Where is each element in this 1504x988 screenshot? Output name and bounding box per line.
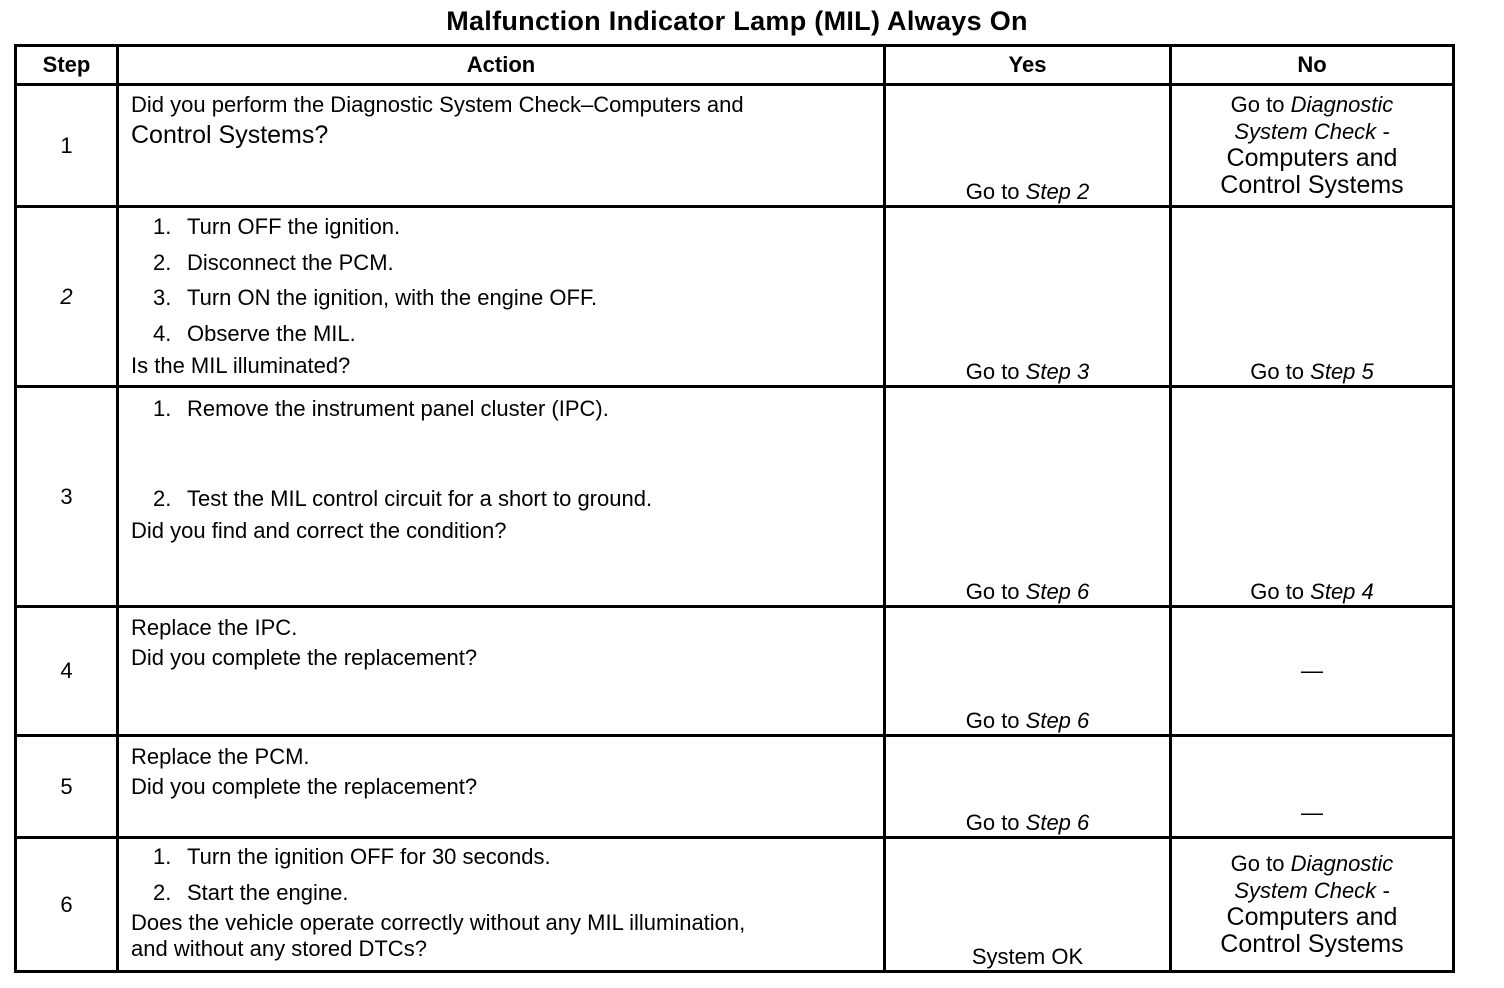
item-text: Observe the MIL.: [187, 320, 356, 346]
item-number: 1.: [153, 844, 172, 869]
list-item: [131, 280, 871, 316]
table-row: [16, 207, 1454, 387]
list-item: [131, 481, 871, 517]
yes-cell: [885, 207, 1171, 387]
header-no: No: [1171, 46, 1454, 85]
header-action: Action: [118, 46, 885, 85]
header-yes: Yes: [885, 46, 1171, 85]
no-text: Computers and: [1226, 902, 1398, 931]
item-number: 4.: [153, 320, 172, 346]
item-text: Remove the instrument panel cluster (IPC).: [187, 396, 609, 421]
question-text: Does the vehicle operate correctly without any MIL illumination,: [131, 910, 746, 935]
no-prefix: Go to: [1250, 579, 1311, 604]
item-number: 2.: [153, 249, 172, 275]
no-text: Control Systems: [1220, 170, 1404, 199]
no-cell: [1171, 736, 1454, 838]
instruction-text: Replace the IPC.: [131, 615, 298, 640]
list-item: [131, 391, 871, 427]
no-prefix: Go to: [1250, 359, 1311, 384]
no-cell: [1171, 838, 1454, 972]
no-cell: [1171, 387, 1454, 607]
system-ok-text: System OK: [971, 944, 1084, 969]
no-cell: [1171, 207, 1454, 387]
action-cell: [118, 85, 885, 207]
step-link[interactable]: Step 2: [1025, 179, 1090, 204]
yes-prefix: Go to: [965, 810, 1026, 835]
action-line: Did you perform the Diagnostic System Check–Computers and: [131, 92, 744, 117]
header-row: [16, 46, 1454, 85]
question-text: Is the MIL illuminated?: [131, 353, 351, 378]
action-cell: [118, 838, 885, 972]
item-number: 3.: [153, 285, 172, 310]
yes-cell: [885, 736, 1171, 838]
action-cell: [118, 736, 885, 838]
table-row: [16, 85, 1454, 207]
page-title: Malfunction Indicator Lamp (MIL) Always On: [446, 6, 1028, 36]
action-cell: [118, 207, 885, 387]
action-line: Control Systems?: [131, 121, 329, 149]
yes-cell: [885, 607, 1171, 736]
item-text: Test the MIL control circuit for a short to ground.: [187, 485, 653, 511]
yes-cell: [885, 387, 1171, 607]
action-text: [131, 90, 871, 120]
item-text: Turn OFF the ignition.: [187, 214, 401, 239]
table-row: [16, 387, 1454, 607]
step-link[interactable]: Step 3: [1025, 359, 1090, 384]
action-cell: [118, 387, 885, 607]
table-row: [16, 838, 1454, 972]
yes-prefix: Go to: [965, 359, 1026, 384]
item-number: 2.: [153, 485, 172, 511]
yes-prefix: Go to: [965, 708, 1026, 733]
no-cell: [1171, 85, 1454, 207]
step-number: 6: [16, 838, 118, 972]
list-item: [131, 875, 871, 911]
item-number: 1.: [153, 396, 172, 421]
header-step: Step: [16, 46, 118, 85]
step-number: 4: [16, 607, 118, 736]
yes-prefix: Go to: [965, 179, 1026, 204]
no-prefix: Go to: [1230, 850, 1291, 876]
instruction-text: Replace the PCM.: [131, 744, 310, 769]
item-text: Turn the ignition OFF for 30 seconds.: [187, 844, 551, 869]
no-cell: [1171, 607, 1454, 736]
table-row: [16, 607, 1454, 736]
step-number: 2: [16, 207, 118, 387]
diagnostic-link-cont[interactable]: System Check -: [1234, 118, 1390, 144]
step-link[interactable]: Step 4: [1310, 579, 1374, 604]
step-link[interactable]: Step 6: [1025, 810, 1090, 835]
step-number: 1: [16, 85, 118, 207]
no-text: Control Systems: [1220, 929, 1404, 958]
step-link[interactable]: Step 6: [1025, 708, 1090, 733]
no-prefix: Go to: [1230, 91, 1291, 117]
step-link[interactable]: Step 5: [1310, 359, 1374, 384]
no-dash: —: [1301, 658, 1323, 683]
item-text: Start the engine.: [187, 879, 349, 905]
step-number: 3: [16, 387, 118, 607]
item-number: 1.: [153, 214, 172, 239]
list-item: [131, 245, 871, 281]
question-text: and without any stored DTCs?: [131, 936, 427, 961]
question-text: Did you find and correct the condition?: [131, 518, 507, 543]
no-text: Computers and: [1226, 143, 1398, 172]
step-number: 5: [16, 736, 118, 838]
diagnostic-link[interactable]: Diagnostic: [1290, 91, 1394, 117]
list-item: [131, 316, 871, 352]
yes-cell: [885, 838, 1171, 972]
action-cell: [118, 607, 885, 736]
yes-cell: [885, 85, 1171, 207]
diagnostic-link[interactable]: Diagnostic: [1290, 850, 1394, 876]
step-link[interactable]: Step 6: [1025, 579, 1090, 604]
no-dash: —: [1301, 800, 1323, 825]
action-text: [131, 120, 871, 150]
table-row: [16, 736, 1454, 838]
diagnostic-table: [14, 44, 1455, 973]
list-item: [131, 839, 871, 875]
diagnostic-link-cont[interactable]: System Check -: [1234, 877, 1390, 903]
item-text: Disconnect the PCM.: [187, 249, 394, 275]
yes-prefix: Go to: [965, 579, 1026, 604]
question-text: Did you complete the replacement?: [131, 774, 478, 799]
question-text: Did you complete the replacement?: [131, 645, 478, 670]
item-number: 2.: [153, 879, 172, 905]
item-text: Turn ON the ignition, with the engine OFF.: [187, 285, 598, 310]
list-item: [131, 209, 871, 245]
